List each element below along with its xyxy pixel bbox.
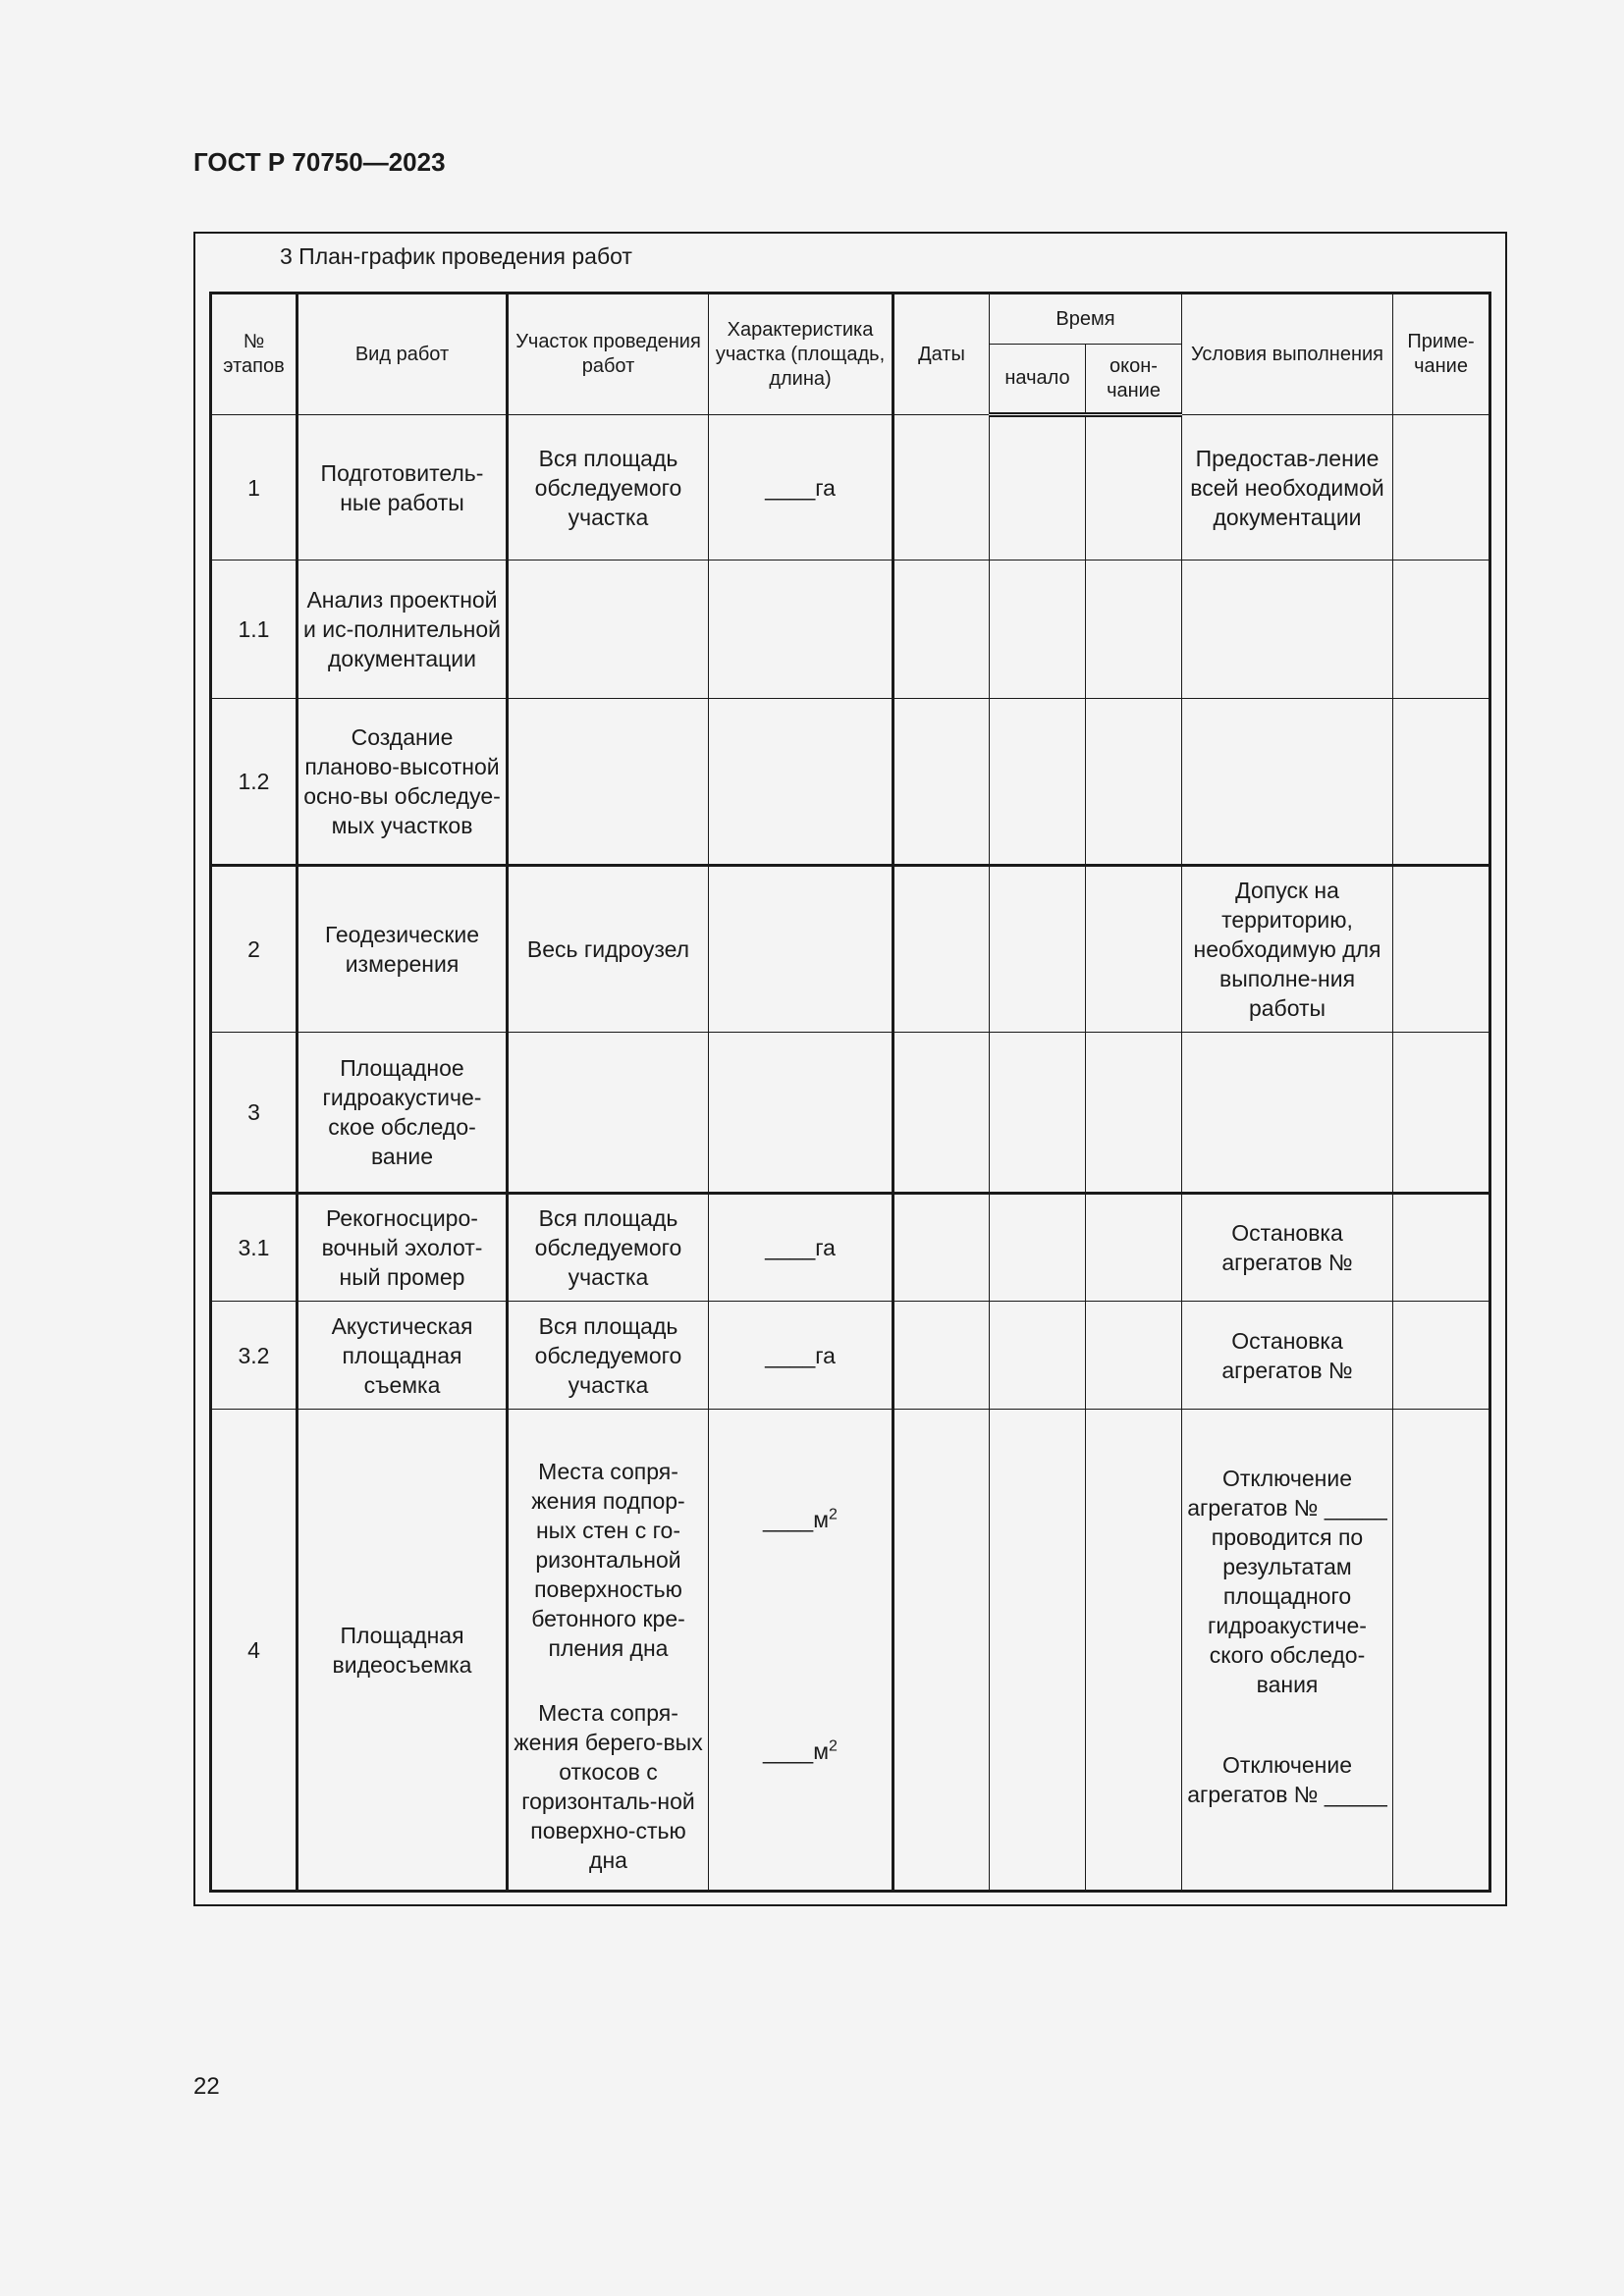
row-dates [893, 1410, 990, 1892]
row-end [1086, 866, 1182, 1033]
table-row [211, 561, 1490, 699]
row-cond [1182, 699, 1393, 866]
row-cond [1182, 561, 1393, 699]
col-header-end: окон-чание [1086, 345, 1182, 415]
row-start [990, 415, 1086, 561]
col-header-time: Время [990, 294, 1182, 345]
row-num: 3 [211, 1033, 298, 1194]
col-header-kind: Вид работ [298, 294, 508, 415]
row-area [508, 1033, 709, 1194]
row-dates [893, 1033, 990, 1194]
row-num: 1.1 [211, 561, 298, 699]
table-row [211, 1302, 1490, 1410]
row-num: 3.1 [211, 1194, 298, 1302]
row-kind: Создание планово-высотной осно-вы обследуе-мых участков [298, 699, 508, 866]
row-start [990, 561, 1086, 699]
row-start [990, 699, 1086, 866]
row-start [990, 1194, 1086, 1302]
col-header-num: № этапов [211, 294, 298, 415]
col-header-dates: Даты [893, 294, 990, 415]
row-dates [893, 415, 990, 561]
row-char [709, 561, 893, 699]
page-number: 22 [193, 2073, 220, 2100]
row-area [508, 561, 709, 699]
row-cond-part-a: Отключение агрегатов № _____ проводится по результатам площадного гидроакустиче-ского обследо-вания [1187, 1465, 1387, 1697]
row-num: 1 [211, 415, 298, 561]
row-char [709, 866, 893, 1033]
row-note [1393, 699, 1490, 866]
row-note [1393, 1302, 1490, 1410]
row-end [1086, 415, 1182, 561]
row-note [1393, 1410, 1490, 1892]
row-area: Вся площадь обследуемого участка [508, 1194, 709, 1302]
row-dates [893, 699, 990, 866]
row-end [1086, 561, 1182, 699]
col-header-note: Приме-чание [1393, 294, 1490, 415]
row-num: 2 [211, 866, 298, 1033]
row-start [990, 1410, 1086, 1892]
row-char [709, 1410, 893, 1892]
col-header-char: Характеристика участка (площадь, длина) [709, 294, 893, 415]
row-note [1393, 1033, 1490, 1194]
row-char: ____га [709, 1302, 893, 1410]
row-cond: Остановка агрегатов № [1182, 1194, 1393, 1302]
row-area: Вся площадь обследуемого участка [508, 415, 709, 561]
row-kind: Геодезические измерения [298, 866, 508, 1033]
row-kind: Площадное гидроакустиче-ское обследо-вание [298, 1033, 508, 1194]
table-row [211, 1033, 1490, 1194]
work-schedule-table [209, 292, 1491, 1893]
row-num: 3.2 [211, 1302, 298, 1410]
row-dates [893, 561, 990, 699]
row-note [1393, 561, 1490, 699]
col-header-area: Участок проведения работ [508, 294, 709, 415]
row-dates [893, 1194, 990, 1302]
row-cond [1182, 1410, 1393, 1892]
col-header-start: начало [990, 345, 1086, 415]
table-row [211, 699, 1490, 866]
row-area: Вся площадь обследуемого участка [508, 1302, 709, 1410]
table-row [211, 866, 1490, 1033]
row-kind: Рекогносциро-вочный эхолот-ный промер [298, 1194, 508, 1302]
row-end [1086, 699, 1182, 866]
table-row [211, 1194, 1490, 1302]
row-cond-part-b: Отключение агрегатов № _____ [1187, 1751, 1387, 1807]
row-note [1393, 1194, 1490, 1302]
row-start [990, 866, 1086, 1033]
row-cond: Остановка агрегатов № [1182, 1302, 1393, 1410]
table-row [211, 1410, 1490, 1892]
table-caption: 3 План-график проведения работ [280, 243, 632, 269]
row-num: 4 [211, 1410, 298, 1892]
row-start [990, 1302, 1086, 1410]
row-cond: Допуск на территорию, необходимую для выполне-ния работы [1182, 866, 1393, 1033]
row-cond: Предостав-ление всей необходимой документации [1182, 415, 1393, 561]
row-note [1393, 866, 1490, 1033]
row-area [508, 1410, 709, 1892]
document-header: ГОСТ Р 70750—2023 [193, 147, 446, 177]
row-kind: Площадная видеосъемка [298, 1410, 508, 1892]
row-end [1086, 1302, 1182, 1410]
row-char-part-a: $\_\_\_\_м^2$ [763, 1505, 838, 1532]
row-area: Весь гидроузел [508, 866, 709, 1033]
row-end [1086, 1410, 1182, 1892]
row-area-part-a: Места сопря-жения подпор-ных стен с го-ризонтальной поверхностью бетонного кре-пления дна [531, 1458, 685, 1661]
row-end [1086, 1033, 1182, 1194]
table-row [211, 415, 1490, 561]
row-start [990, 1033, 1086, 1194]
col-header-cond: Условия выполнения [1182, 294, 1393, 415]
row-end [1086, 1194, 1182, 1302]
row-kind: Акустическая площадная съемка [298, 1302, 508, 1410]
row-char-part-b: $\_\_\_\_м^2$ [763, 1736, 838, 1764]
row-char: ____га [709, 1194, 893, 1302]
row-char [709, 699, 893, 866]
row-kind: Анализ проектной и ис-полнительной документации [298, 561, 508, 699]
row-dates [893, 866, 990, 1033]
row-cond [1182, 1033, 1393, 1194]
row-area [508, 699, 709, 866]
row-num: 1.2 [211, 699, 298, 866]
row-kind: Подготовитель-ные работы [298, 415, 508, 561]
row-note [1393, 415, 1490, 561]
row-area-part-b: Места сопря-жения берего-вых откосов с горизонталь-ной поверхно-стью дна [514, 1699, 703, 1873]
row-dates [893, 1302, 990, 1410]
row-char [709, 1033, 893, 1194]
row-char: ____га [709, 415, 893, 561]
